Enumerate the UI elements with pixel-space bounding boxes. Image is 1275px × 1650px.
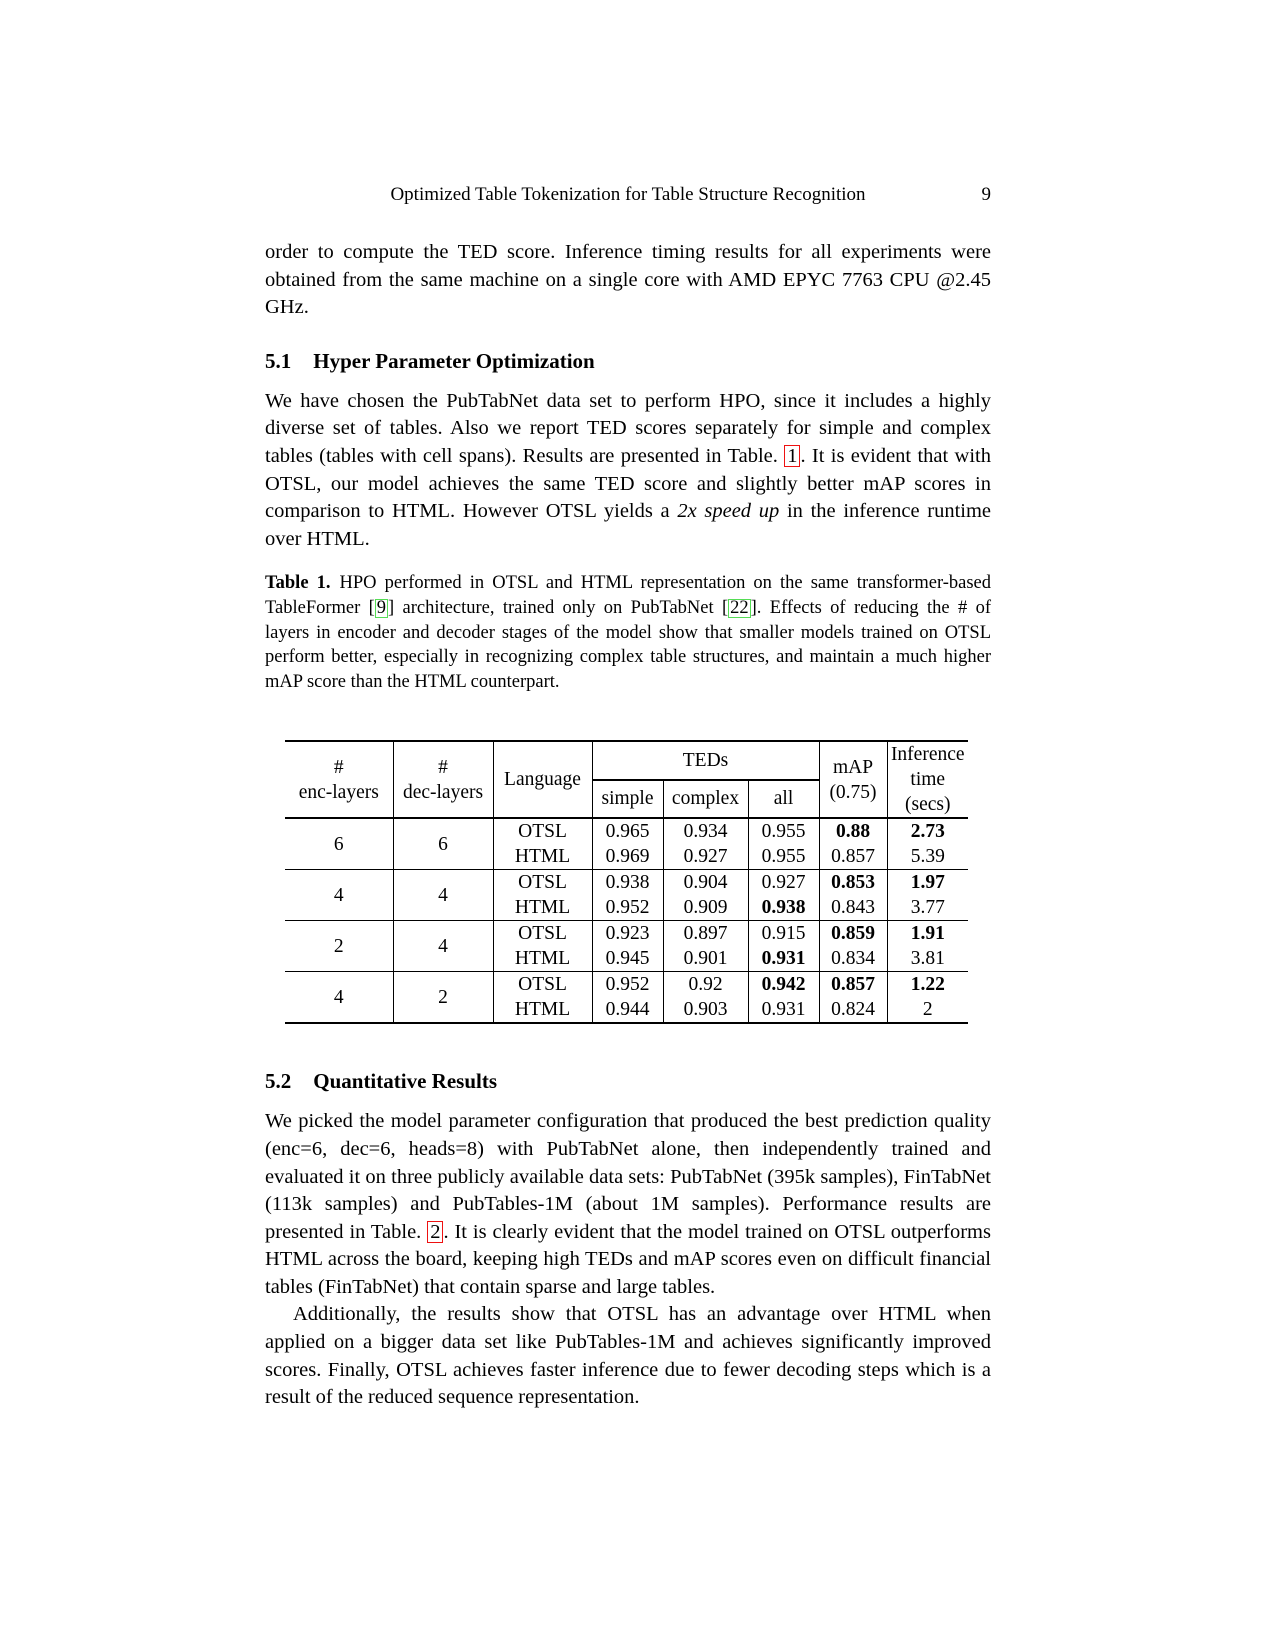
section-5-2-title: Quantitative Results	[313, 1069, 497, 1094]
col-header-complex: complex	[663, 780, 748, 819]
col-header-simple: simple	[592, 780, 663, 819]
col-header-all: all	[748, 780, 819, 819]
cell-inference-time: 5.39	[887, 844, 968, 870]
cell-language: OTSL	[493, 921, 592, 947]
running-head	[265, 183, 991, 207]
cell-teds-all: 0.955	[748, 818, 819, 844]
caption-text: HPO performed in OTSL and HTML representation on the same transformer-based TableFormer [	[265, 573, 992, 618]
page-number: 9	[981, 184, 991, 205]
col-header-enc-layers: # enc-layers	[285, 741, 393, 818]
cell-teds-all: 0.938	[748, 895, 819, 921]
hash-symbol: #	[333, 756, 344, 778]
cell-teds-simple: 0.952	[592, 895, 663, 921]
cell-teds-complex: 0.897	[663, 921, 748, 947]
cell-language: HTML	[493, 946, 592, 972]
cell-teds-complex: 0.909	[663, 895, 748, 921]
cell-teds-complex: 0.934	[663, 818, 748, 844]
section-5-1-heading	[265, 348, 991, 374]
cell-teds-all: 0.942	[748, 972, 819, 998]
cell-language: OTSL	[493, 972, 592, 998]
cell-inference-time: 3.81	[887, 946, 968, 972]
citation-22-link[interactable]: 22	[730, 597, 749, 618]
col-header-map: mAP (0.75)	[819, 741, 887, 818]
cell-teds-all: 0.927	[748, 870, 819, 896]
paper-page	[265, 183, 991, 1412]
cell-teds-simple: 0.938	[592, 870, 663, 896]
cell-teds-all: 0.931	[748, 997, 819, 1023]
cell-inference-time: 1.91	[910, 923, 945, 945]
cell-map: 0.843	[819, 895, 887, 921]
table-header-row-1	[285, 741, 968, 780]
cell-dec-layers: 6	[393, 818, 493, 870]
cell-language: OTSL	[493, 870, 592, 896]
running-head-title: Optimized Table Tokenization for Table Structure Recognition	[390, 184, 866, 205]
cell-teds-simple: 0.965	[592, 818, 663, 844]
cell-map: 0.857	[819, 972, 887, 998]
cell-teds-complex: 0.901	[663, 946, 748, 972]
cell-teds-complex: 0.904	[663, 870, 748, 896]
intro-text: order to compute the TED score. Inference timing results for all experiments were obtained from the same machine on a single core with AMD EPYC 7763 CPU @2.45 GHz.	[265, 241, 991, 319]
citation-9-link[interactable]: 9	[376, 597, 387, 618]
table-2-ref-link[interactable]: 2	[427, 1221, 443, 1243]
cell-language: HTML	[493, 844, 592, 870]
table-row	[285, 921, 968, 947]
section-5-2-paragraph-2	[265, 1301, 991, 1411]
emphasis-2x-speed-up: 2x speed up	[677, 500, 780, 523]
cell-teds-all: 0.955	[748, 844, 819, 870]
caption-text: ]. Effects of reducing the # of layers in encoder and decoder stages of the model show that smaller models trained on OTSL perform better, especially in recognizing complex table structures, and maintain a much higher mAP score than the HTML counterpart.	[265, 597, 991, 692]
paragraph-text: . It is evident that with OTSL, our model achieves the same TED score and slightly better mAP scores in comparison to HTML. However OTSL yields a	[265, 444, 991, 523]
col-header-inference-time: Inference time (secs)	[887, 741, 968, 818]
table-row	[285, 870, 968, 896]
cell-dec-layers: 4	[393, 921, 493, 972]
col-header-language: Language	[493, 741, 592, 818]
table-row	[285, 972, 968, 998]
cell-enc-layers: 2	[285, 921, 393, 972]
paragraph-text: We have chosen the PubTabNet data set to perform HPO, since it includes a highly diverse set of tables. Also we report TED scores separately for simple and complex tables (tables with cell spans). Results are presented in Table.	[265, 389, 991, 467]
caption-label: Table 1.	[265, 573, 331, 594]
section-5-1-paragraph	[265, 388, 991, 554]
table-row	[285, 818, 968, 844]
table-1-caption	[265, 571, 991, 694]
cell-teds-simple: 0.944	[592, 997, 663, 1023]
table-1-ref-link[interactable]: 1	[784, 445, 800, 467]
paragraph-text: We picked the model parameter configuration that produced the best prediction quality (enc=6, dec=6, heads=8) with PubTabNet alone, then independently trained and evaluated it on three publicly available data sets: PubTabNet (395k samples), FinTabNet (113k samples) and PubTables-1M (about 1M samples). Performance results are presented in Table.	[265, 1110, 991, 1243]
col-header-teds: TEDs	[592, 741, 819, 780]
cell-teds-simple: 0.945	[592, 946, 663, 972]
cell-dec-layers: 4	[393, 870, 493, 921]
cell-map: 0.834	[819, 946, 887, 972]
cell-language: HTML	[493, 895, 592, 921]
section-5-2-heading	[265, 1068, 991, 1094]
results-table	[285, 740, 968, 1024]
cell-inference-time: 1.22	[910, 974, 945, 996]
cell-inference-time: 3.77	[887, 895, 968, 921]
caption-text: ] architecture, trained only on PubTabNet [	[388, 597, 729, 618]
cell-inference-time: 1.97	[910, 872, 945, 894]
cell-map: 0.853	[819, 870, 887, 896]
intro-paragraph	[265, 239, 991, 322]
cell-enc-layers: 4	[285, 870, 393, 921]
paragraph-text: Additionally, the results show that OTSL has an advantage over HTML when applied on a bigger data set like PubTables-1M and achieves significantly improved scores. Finally, OTSL achieves faster inference due to fewer decoding steps which is a result of the reduced sequence representation.	[265, 1303, 991, 1409]
cell-inference-time: 2	[922, 999, 933, 1021]
cell-language: OTSL	[493, 818, 592, 844]
cell-teds-all: 0.931	[748, 946, 819, 972]
cell-map: 0.88	[819, 818, 887, 844]
cell-teds-complex: 0.903	[663, 997, 748, 1023]
cell-teds-all: 0.915	[748, 921, 819, 947]
cell-teds-complex: 0.927	[663, 844, 748, 870]
paragraph-text: . It is clearly evident that the model trained on OTSL outperforms HTML across the board, keeping high TEDs and mAP scores even on difficult financial tables (FinTabNet) that contain sparse and large tables.	[265, 1220, 991, 1298]
paragraph-text: in the inference runtime over HTML.	[265, 500, 992, 550]
cell-inference-time: 2.73	[910, 821, 945, 843]
section-5-2-number: 5.2	[265, 1069, 292, 1094]
cell-dec-layers: 2	[393, 972, 493, 1024]
cell-map: 0.824	[819, 997, 887, 1023]
cell-language: HTML	[493, 997, 592, 1023]
results-table-container	[285, 740, 991, 1024]
cell-map: 0.857	[819, 844, 887, 870]
cell-teds-simple: 0.923	[592, 921, 663, 947]
cell-teds-complex: 0.92	[663, 972, 748, 998]
section-5-1-title: Hyper Parameter Optimization	[313, 348, 595, 373]
cell-map: 0.859	[819, 921, 887, 947]
cell-teds-simple: 0.952	[592, 972, 663, 998]
hash-symbol: #	[438, 756, 448, 778]
cell-enc-layers: 4	[285, 972, 393, 1024]
section-5-1-number: 5.1	[265, 348, 292, 373]
cell-teds-simple: 0.969	[592, 844, 663, 870]
section-5-2-paragraph-1	[265, 1108, 991, 1301]
col-header-dec-layers: # dec-layers	[393, 741, 493, 818]
cell-enc-layers: 6	[285, 818, 393, 870]
